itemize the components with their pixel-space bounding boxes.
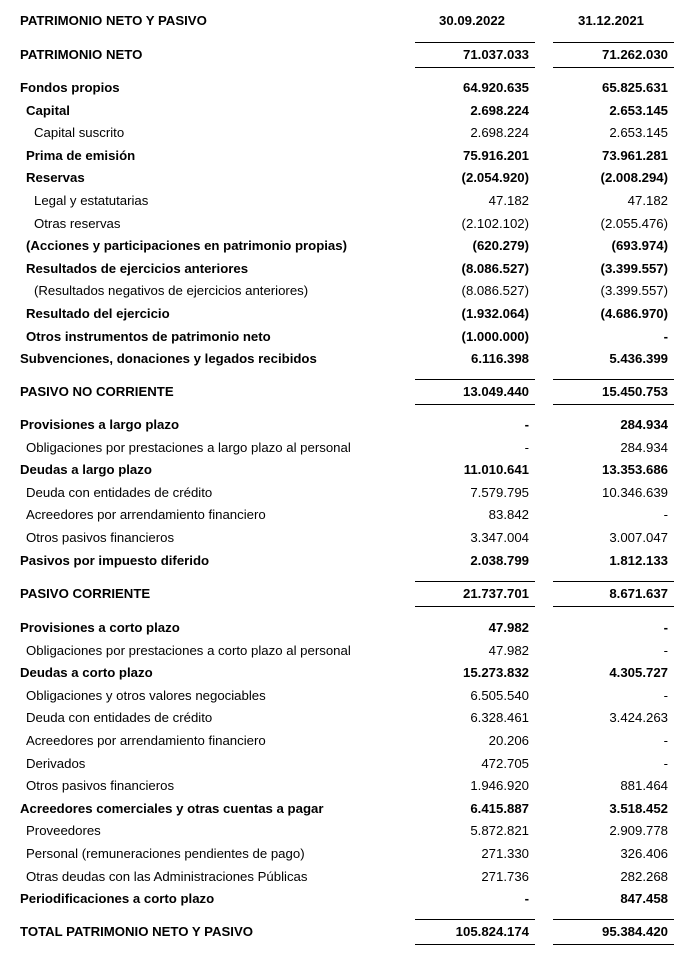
- value-2022: (1.932.064): [461, 306, 529, 321]
- grand-total-row: [0, 921, 689, 943]
- row-label: PATRIMONIO NETO: [20, 47, 143, 62]
- value-2021: 95.384.420: [601, 924, 668, 939]
- value-2022: 75.916.201: [462, 147, 529, 163]
- value-2021: (2.055.476): [600, 215, 668, 231]
- section-rule-top: [553, 919, 674, 920]
- row-label: Acreedores por arrendamiento financiero: [26, 733, 266, 748]
- value-2022: (1.000.000): [461, 328, 529, 344]
- value-2021: (693.974): [611, 238, 668, 254]
- value-2022: 271.736: [481, 868, 529, 884]
- value-2021: 2.909.778: [609, 823, 668, 839]
- section-total-row: [0, 44, 689, 66]
- value-2022: 105.824.174: [455, 924, 529, 939]
- section-rule-top: [415, 42, 535, 43]
- table-row: [0, 775, 689, 797]
- table-row: [0, 550, 689, 572]
- section-total-row: [0, 583, 689, 605]
- value-2022: 47.982: [488, 642, 529, 658]
- row-label: Periodificaciones a corto plazo: [20, 891, 215, 907]
- row-label: Deudas a largo plazo: [20, 462, 152, 478]
- value-2022: 20.206: [488, 733, 529, 748]
- value-2021: 284.934: [620, 439, 668, 455]
- value-2021: 5.436.399: [609, 351, 668, 367]
- row-label: Reservas: [26, 170, 85, 186]
- section-rule-bottom: [415, 67, 535, 68]
- value-2022: -: [524, 891, 529, 907]
- value-2021: (3.399.557): [600, 260, 668, 276]
- row-label: Derivados: [26, 755, 86, 771]
- value-2021: 847.458: [620, 891, 668, 907]
- table-row: [0, 437, 689, 459]
- row-label: Acreedores comerciales y otras cuentas a pagar: [20, 800, 324, 816]
- value-2021: -: [663, 642, 668, 658]
- value-2021: -: [663, 755, 668, 771]
- section-rule-bottom: [553, 944, 674, 945]
- value-2021: 13.353.686: [601, 462, 668, 478]
- table-row: [0, 482, 689, 504]
- value-2022: 15.273.832: [462, 665, 529, 681]
- value-2021: (3.399.557): [600, 283, 668, 299]
- value-2022: -: [524, 417, 529, 432]
- table-row: [0, 730, 689, 752]
- value-2021: 47.182: [627, 193, 668, 208]
- section-rule-top: [415, 581, 535, 582]
- section-rule-top: [415, 379, 535, 380]
- table-row: [0, 258, 689, 280]
- table-row: [0, 753, 689, 775]
- value-2022: 2.698.224: [470, 102, 529, 118]
- table-row: [0, 213, 689, 235]
- table-row: [0, 303, 689, 325]
- value-2021: (2.008.294): [600, 170, 668, 186]
- value-2021: 1.812.133: [609, 552, 668, 568]
- row-label: Resultado del ejercicio: [26, 306, 170, 321]
- row-label: Otros instrumentos de patrimonio neto: [26, 328, 271, 344]
- value-2022: 47.182: [488, 193, 529, 208]
- section-rule-bottom: [415, 944, 535, 945]
- table-header: [0, 10, 689, 32]
- table-row: [0, 640, 689, 662]
- value-2022: 64.920.635: [462, 80, 529, 95]
- value-2022: 6.505.540: [470, 687, 529, 703]
- value-2021: -: [663, 620, 668, 635]
- value-2022: 3.347.004: [470, 530, 529, 545]
- value-2021: 3.007.047: [609, 530, 668, 545]
- value-2022: (620.279): [472, 238, 529, 254]
- value-2022: 6.415.887: [470, 800, 529, 816]
- row-label: Obligaciones por prestaciones a corto plazo al personal: [26, 642, 351, 658]
- value-2022: (2.102.102): [461, 215, 529, 231]
- value-2022: (8.086.527): [461, 260, 529, 276]
- value-2021: 326.406: [620, 846, 668, 861]
- value-2022: 472.705: [481, 755, 529, 771]
- value-2021: (4.686.970): [600, 306, 668, 321]
- row-label: Deudas a corto plazo: [20, 665, 153, 681]
- table-row: [0, 888, 689, 910]
- row-label: Otras deudas con las Administraciones Públicas: [26, 868, 308, 884]
- value-2022: 271.330: [481, 846, 529, 861]
- row-label: Pasivos por impuesto diferido: [20, 552, 210, 568]
- section-rule-bottom: [415, 404, 535, 405]
- table-row: [0, 77, 689, 99]
- row-label: Otros pasivos financieros: [26, 530, 175, 545]
- column-header-2022: 30.09.2022: [438, 13, 505, 28]
- section-rule-bottom: [415, 606, 535, 607]
- value-2021: 71.262.030: [601, 47, 668, 62]
- row-label: Otros pasivos financieros: [26, 778, 175, 794]
- value-2021: -: [663, 733, 668, 748]
- row-label: Provisiones a corto plazo: [20, 620, 180, 635]
- table-row: [0, 100, 689, 122]
- row-label: Deuda con entidades de crédito: [26, 710, 213, 726]
- value-2021: 3.424.263: [609, 710, 668, 726]
- value-2022: 13.049.440: [462, 384, 529, 399]
- value-2021: 881.464: [620, 778, 668, 794]
- table-row: [0, 798, 689, 820]
- table-row: [0, 866, 689, 888]
- row-label: Prima de emisión: [26, 147, 136, 163]
- row-label: Obligaciones por prestaciones a largo plazo al personal: [26, 439, 351, 455]
- value-2021: 8.671.637: [609, 586, 668, 601]
- value-2021: 284.934: [620, 417, 668, 432]
- row-label: Deuda con entidades de crédito: [26, 484, 213, 500]
- table-row: [0, 617, 689, 639]
- row-label: Obligaciones y otros valores negociables: [26, 687, 266, 703]
- table-title: PATRIMONIO NETO Y PASIVO: [20, 13, 207, 28]
- section-total-row: [0, 381, 689, 403]
- section-rule-top: [553, 379, 674, 380]
- value-2022: (2.054.920): [461, 170, 529, 186]
- row-label: (Acciones y participaciones en patrimonio propias): [26, 238, 347, 254]
- table-row: [0, 707, 689, 729]
- table-row: [0, 527, 689, 549]
- row-label: PASIVO CORRIENTE: [20, 586, 151, 601]
- value-2021: 2.653.145: [609, 102, 668, 118]
- row-label: Capital suscrito: [34, 125, 125, 141]
- row-label: Otras reservas: [34, 215, 121, 231]
- value-2022: 5.872.821: [470, 823, 529, 839]
- value-2022: 83.842: [488, 507, 529, 523]
- section-rule-bottom: [553, 606, 674, 607]
- row-label: Legal y estatutarias: [34, 193, 149, 208]
- value-2021: 15.450.753: [601, 384, 668, 399]
- table-row: [0, 326, 689, 348]
- row-label: Provisiones a largo plazo: [20, 417, 180, 432]
- row-label: Personal (remuneraciones pendientes de pago): [26, 846, 305, 861]
- table-row: [0, 414, 689, 436]
- table-row: [0, 280, 689, 302]
- value-2022: 21.737.701: [462, 586, 529, 601]
- section-rule-top: [553, 581, 674, 582]
- row-label: Proveedores: [26, 823, 101, 839]
- table-row: [0, 235, 689, 257]
- table-row: [0, 348, 689, 370]
- row-label: (Resultados negativos de ejercicios anteriores): [34, 283, 309, 299]
- value-2021: 10.346.639: [601, 484, 668, 500]
- row-label: PASIVO NO CORRIENTE: [20, 384, 174, 399]
- value-2021: 73.961.281: [601, 147, 668, 163]
- row-label: Subvenciones, donaciones y legados recibidos: [20, 351, 317, 367]
- value-2022: -: [524, 439, 529, 455]
- value-2022: 71.037.033: [462, 47, 529, 62]
- value-2021: -: [663, 328, 668, 344]
- table-row: [0, 167, 689, 189]
- table-row: [0, 504, 689, 526]
- value-2022: 6.328.461: [470, 710, 529, 726]
- table-row: [0, 145, 689, 167]
- value-2021: 65.825.631: [601, 80, 668, 95]
- value-2022: 1.946.920: [470, 778, 529, 794]
- value-2021: 4.305.727: [609, 665, 668, 681]
- row-label: Acreedores por arrendamiento financiero: [26, 507, 266, 523]
- section-rule-top: [415, 919, 535, 920]
- row-label: Fondos propios: [20, 80, 120, 95]
- table-row: [0, 122, 689, 144]
- value-2022: 7.579.795: [470, 484, 529, 500]
- value-2022: 2.698.224: [470, 125, 529, 141]
- row-label: Resultados de ejercicios anteriores: [26, 260, 249, 276]
- value-2021: 2.653.145: [609, 125, 668, 141]
- value-2021: 282.268: [620, 868, 668, 884]
- table-row: [0, 843, 689, 865]
- value-2022: 6.116.398: [471, 351, 529, 367]
- value-2022: (8.086.527): [461, 283, 529, 299]
- table-row: [0, 685, 689, 707]
- value-2022: 2.038.799: [470, 552, 529, 568]
- table-row: [0, 190, 689, 212]
- column-header-2021: 31.12.2021: [577, 13, 644, 28]
- value-2021: 3.518.452: [609, 800, 668, 816]
- value-2021: -: [663, 687, 668, 703]
- value-2022: 47.982: [488, 620, 529, 635]
- section-rule-bottom: [553, 67, 674, 68]
- value-2021: -: [663, 507, 668, 523]
- section-rule-bottom: [553, 404, 674, 405]
- section-rule-top: [553, 42, 674, 43]
- row-label: TOTAL PATRIMONIO NETO Y PASIVO: [20, 924, 254, 939]
- row-label: Capital: [26, 102, 70, 118]
- value-2022: 11.010.641: [463, 462, 529, 478]
- table-row: [0, 820, 689, 842]
- table-row: [0, 459, 689, 481]
- table-row: [0, 662, 689, 684]
